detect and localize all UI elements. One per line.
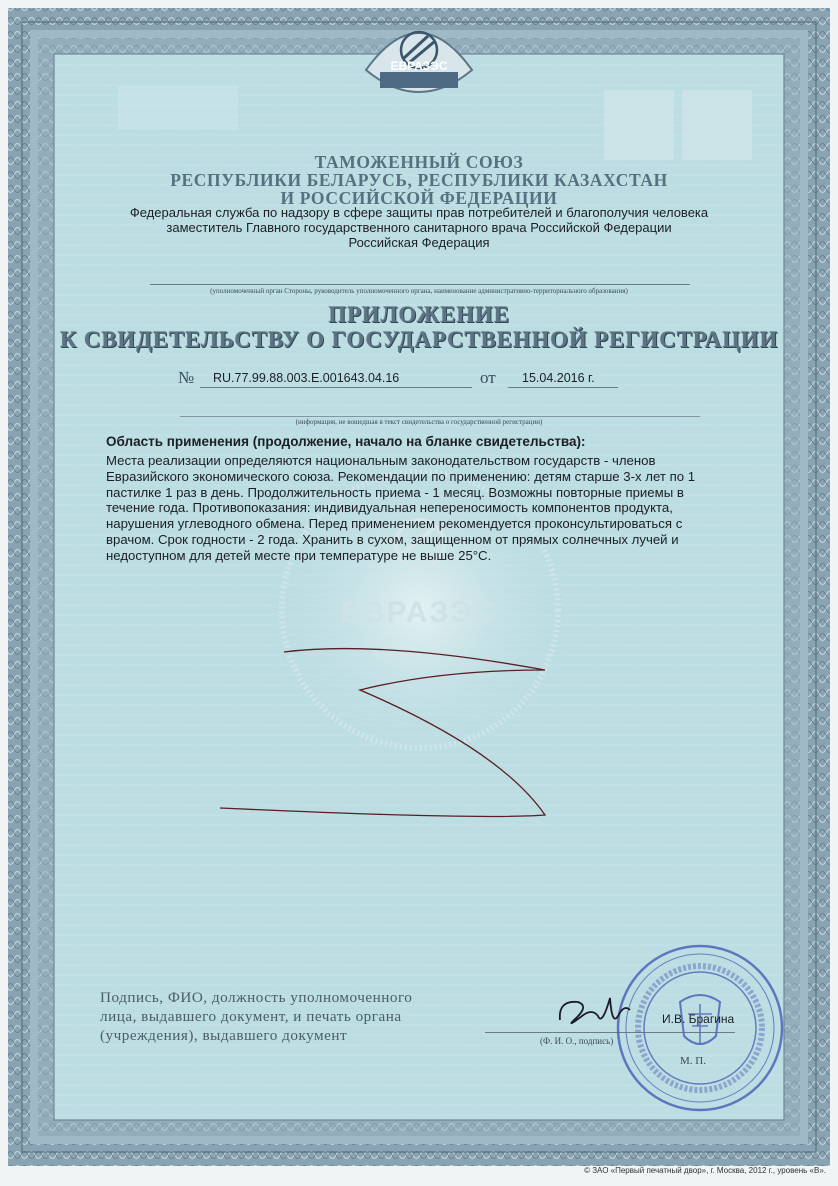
agency-line-3: Российская Федерация [348,235,490,250]
stamp-label: М. П. [680,1055,706,1067]
scope-line: пастилке 1 раз в день. Продолжительность приема - 1 месяц. Возможны повторные приемы в [106,484,684,500]
info-underline [180,416,700,417]
blank-space-strike-line [200,630,580,850]
header-line-2: РЕСПУБЛИКИ БЕЛАРУСЬ, РЕСПУБЛИКИ КАЗАХСТАН [170,170,668,190]
registration-number: RU.77.99.88.003.Е.001643.04.16 [213,371,400,385]
scope-line: течение года. Противопоказания: индивидуальная непереносимость компонентов продукта, [106,500,673,516]
number-label: № [178,368,195,387]
signer-name: И.В. Брагина [662,1012,735,1026]
agency-caption: (уполномоченный орган Стороны, руководитель уполномоченного органа, наименование административно-территориального образования) [210,287,628,295]
registration-row [0,368,838,390]
printer-copyright: © ЗАО «Первый печатный двор», г. Москва, 2012 г., уровень «В». [584,1166,826,1175]
date-underline [508,387,618,388]
scope-text [106,453,746,564]
title-line-1: ПРИЛОЖЕНИЕ [328,302,510,327]
title-line-2: К СВИДЕТЕЛЬСТВУ О ГОСУДАРСТВЕННОЙ РЕГИСТРАЦИИ [59,327,779,352]
scope-line: нарушения углеводного обмена. Перед применением рекомендуется проконсультироваться с [106,516,683,532]
date-label: от [480,368,496,387]
agency-underline [150,284,690,285]
handwritten-signature [552,986,642,1036]
signature-caption-line: Подпись, ФИО, должность уполномоченного [100,989,413,1006]
signature-caption [100,988,480,1045]
scope-line: врачом. Срок годности - 2 года. Хранить в сухом, защищенном от прямых солнечных лучей и [106,531,679,547]
fio-caption: (Ф. И. О., подпись) [540,1036,614,1046]
agency-line-1: Федеральная служба по надзору в сфере защиты прав потребителей и благополучия человека [129,205,709,220]
header-line-3: И РОССИЙСКОЙ ФЕДЕРАЦИИ [280,188,558,208]
info-caption: (информация, не вошедшая в текст свидетельства о государственной регистрации) [295,418,543,426]
header-line-1: ТАМОЖЕННЫЙ СОЮЗ [314,152,524,172]
signature-caption-line: (учреждения), выдавшего документ [100,1027,348,1044]
eurasec-watermark-text: ЕВРАЗЭС [340,596,498,629]
scope-line: Евразийского экономического союза. Рекомендации по применению: детям старше 3-х лет по 1 [106,468,696,484]
scope-heading: Область применения (продолжение, начало на бланке свидетельства): [106,434,586,449]
eurasec-logo-text: ЕВРАЗЭС [390,59,448,73]
signature-caption-line: лица, выдавшего документ, и печать органа [100,1008,402,1025]
agency-line-2: заместитель Главного государственного санитарного врача Российской Федерации [166,220,672,235]
registration-date: 15.04.2016 г. [522,371,595,385]
scope-line: Места реализации определяются национальным законодательством государств - членов [106,453,656,468]
number-underline [200,387,472,388]
scope-line: недоступном для детей месте при температуре не выше 25°С. [106,547,492,563]
